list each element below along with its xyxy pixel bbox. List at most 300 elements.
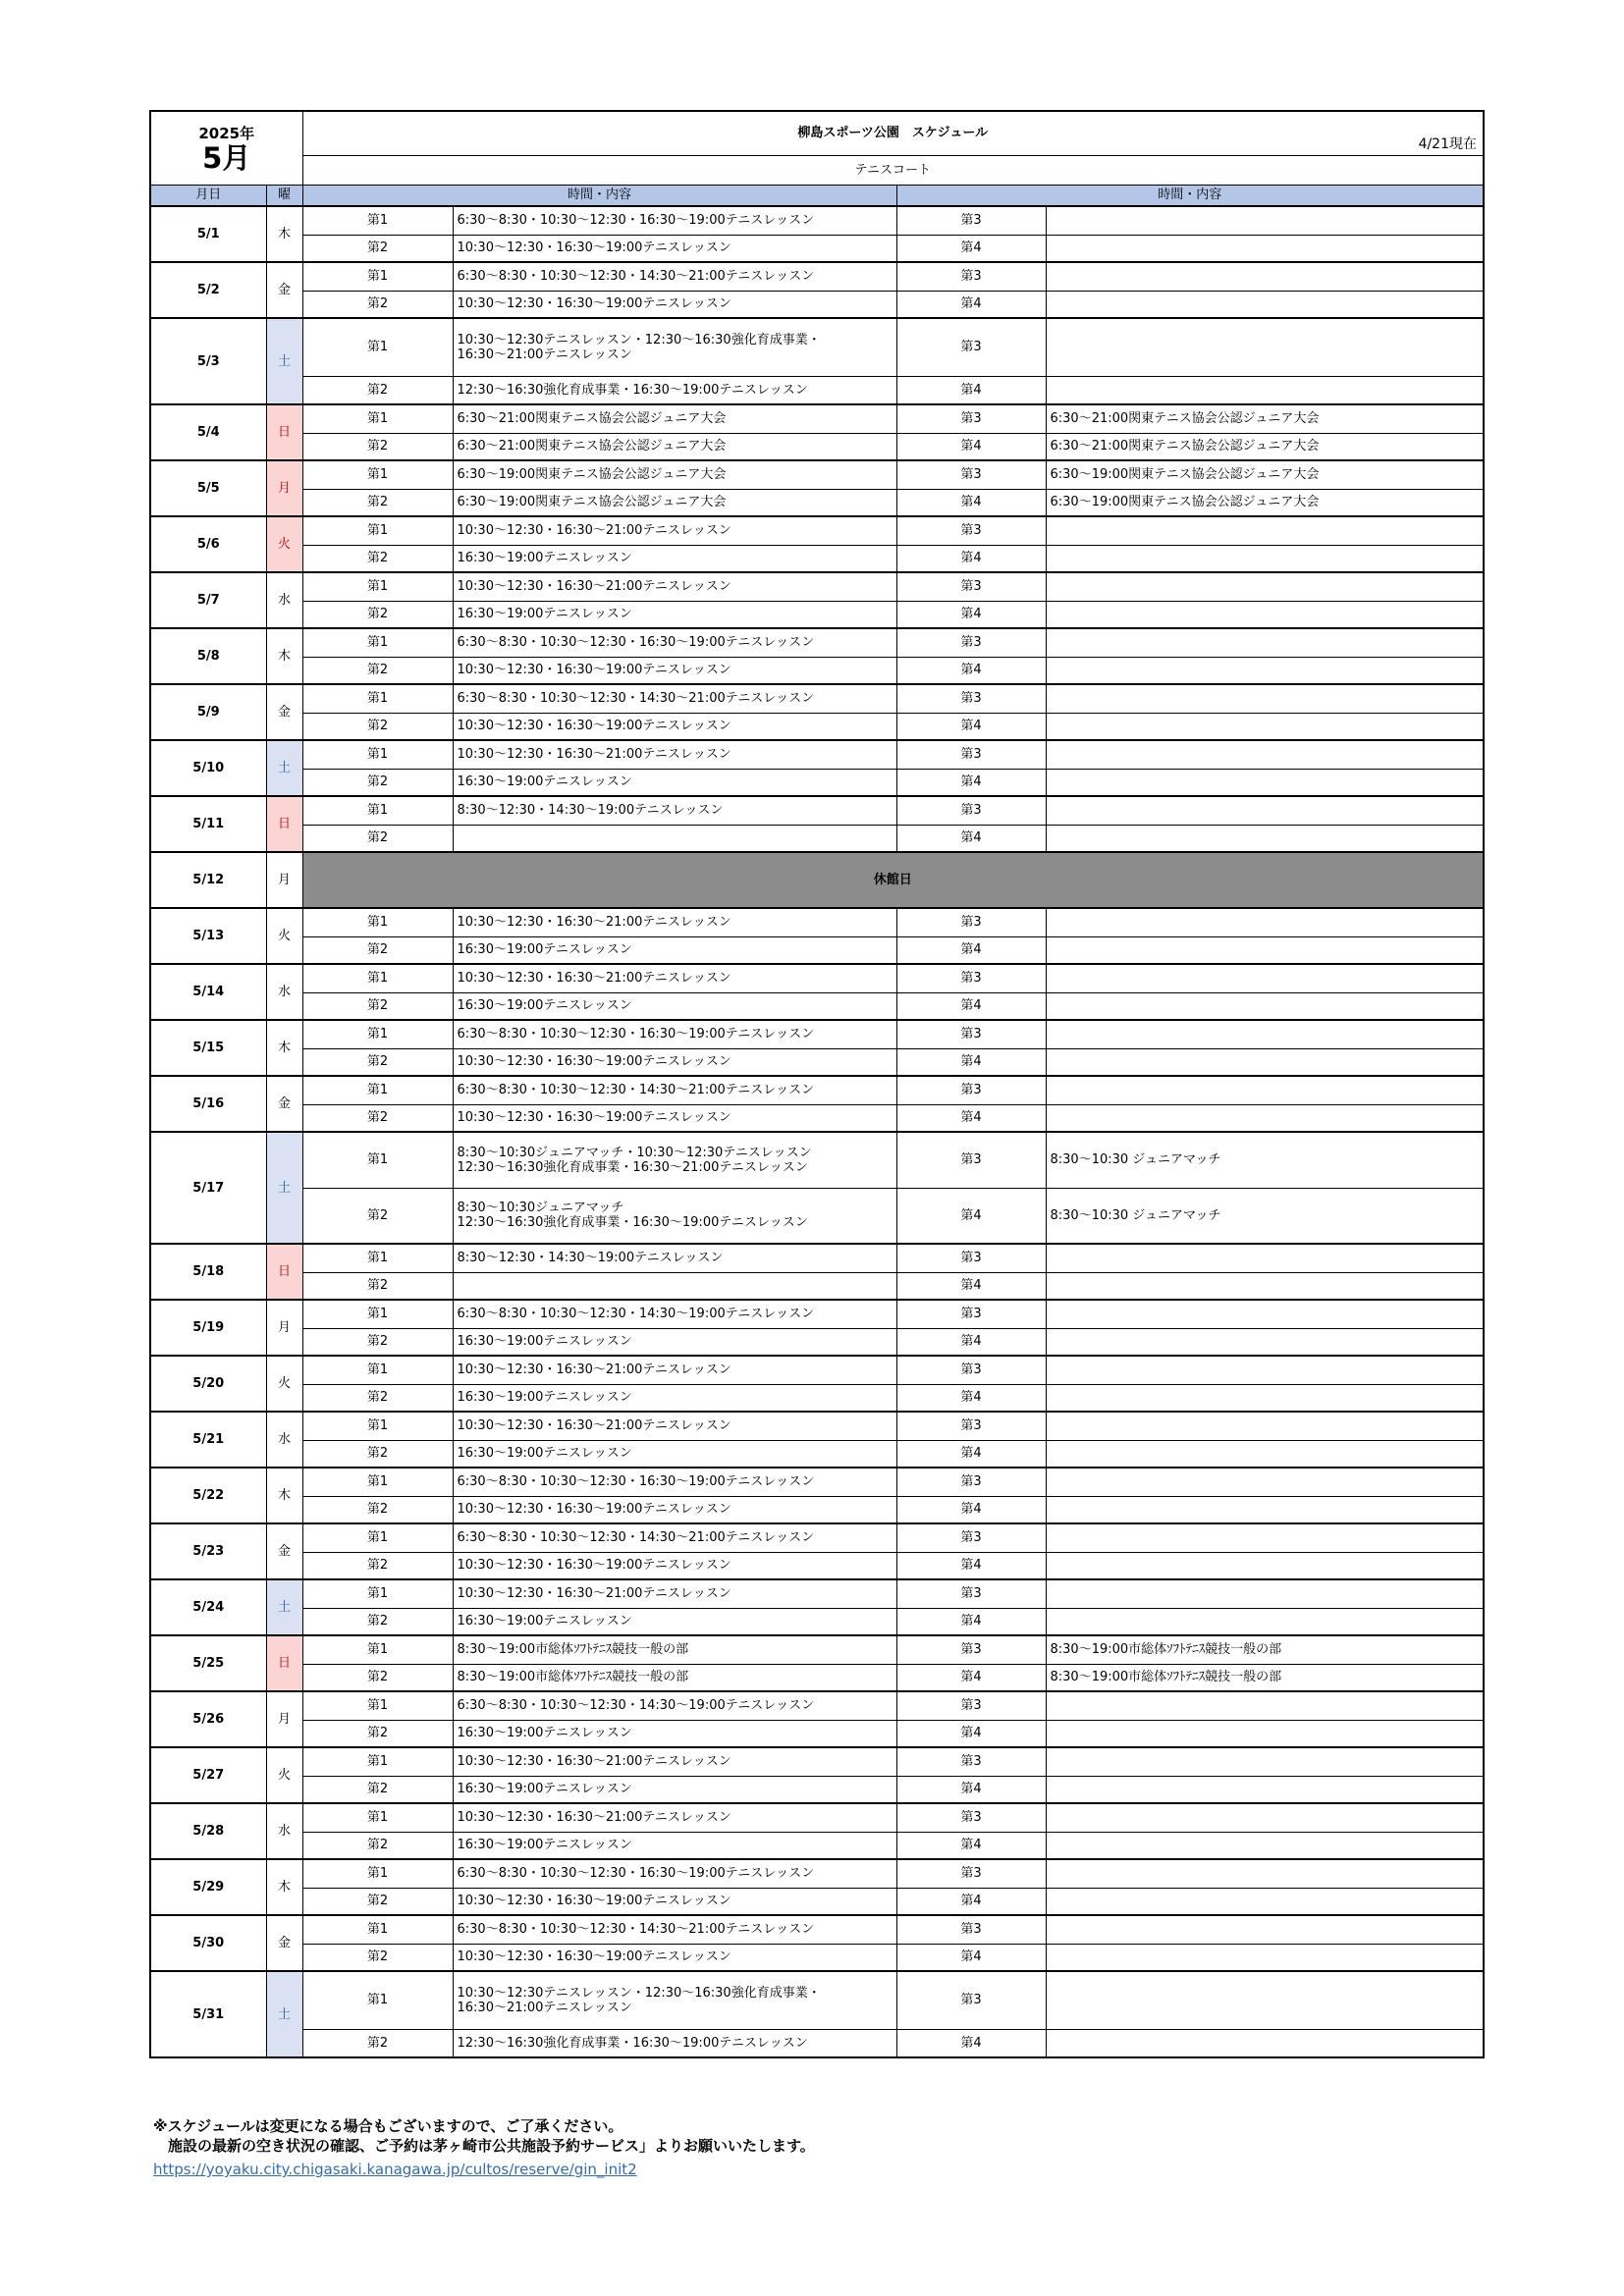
court-4-schedule bbox=[1046, 1608, 1484, 1635]
day-row bbox=[150, 852, 1484, 908]
day-row-second bbox=[150, 1720, 1484, 1747]
court-1-schedule: 10:30～12:30・16:30～21:00テニスレッスン bbox=[453, 1747, 896, 1776]
court-label: 第4 bbox=[896, 433, 1046, 460]
day-row bbox=[150, 684, 1484, 713]
court-2-schedule: 12:30～16:30強化育成事業・16:30～19:00テニスレッスン bbox=[453, 2029, 896, 2057]
court-label: 第1 bbox=[302, 796, 453, 825]
court-label: 第3 bbox=[896, 206, 1046, 235]
day-row-second bbox=[150, 2029, 1484, 2057]
day-date: 5/30 bbox=[150, 1915, 266, 1971]
court-4-schedule bbox=[1046, 2029, 1484, 2057]
day-of-week: 土 bbox=[266, 1971, 302, 2057]
court-3-schedule bbox=[1046, 684, 1484, 713]
court-3-schedule bbox=[1046, 1971, 1484, 2029]
court-4-schedule bbox=[1046, 1384, 1484, 1412]
court-label: 第4 bbox=[896, 1720, 1046, 1747]
day-row-second bbox=[150, 1384, 1484, 1412]
court-1-schedule: 10:30～12:30・16:30～21:00テニスレッスン bbox=[453, 1356, 896, 1384]
day-of-week: 土 bbox=[266, 1579, 302, 1635]
court-label: 第3 bbox=[896, 1523, 1046, 1552]
schedule-table bbox=[149, 110, 1485, 2058]
court-label: 第1 bbox=[302, 1915, 453, 1944]
court-1-schedule: 10:30～12:30・16:30～21:00テニスレッスン bbox=[453, 1803, 896, 1832]
court-3-schedule bbox=[1046, 1803, 1484, 1832]
court-2-schedule: 16:30～19:00テニスレッスン bbox=[453, 1328, 896, 1356]
day-row-second bbox=[150, 1048, 1484, 1076]
day-row-second bbox=[150, 1552, 1484, 1579]
court-3-schedule bbox=[1046, 1300, 1484, 1328]
court-4-schedule bbox=[1046, 545, 1484, 572]
court-label: 第4 bbox=[896, 713, 1046, 740]
day-date: 5/16 bbox=[150, 1076, 266, 1132]
court-label: 第1 bbox=[302, 1635, 453, 1664]
day-row-second bbox=[150, 825, 1484, 852]
day-of-week: 木 bbox=[266, 1859, 302, 1915]
court-label: 第1 bbox=[302, 1859, 453, 1888]
col-header-date: 月日 bbox=[150, 185, 266, 206]
day-of-week: 日 bbox=[266, 1244, 302, 1300]
court-2-schedule: 12:30～16:30強化育成事業・16:30～19:00テニスレッスン bbox=[453, 376, 896, 404]
day-date: 5/9 bbox=[150, 684, 266, 740]
closed-day-label: 休館日 bbox=[302, 852, 1484, 908]
court-label: 第1 bbox=[302, 1356, 453, 1384]
court-4-schedule bbox=[1046, 713, 1484, 740]
court-1-schedule: 10:30～12:30テニスレッスン・12:30～16:30強化育成事業・ 16:30～21:00テニスレッスン bbox=[453, 318, 896, 376]
col-header-content-left: 時間・内容 bbox=[302, 185, 896, 206]
col-header-dow: 曜 bbox=[266, 185, 302, 206]
day-row-second bbox=[150, 1104, 1484, 1132]
court-2-schedule: 10:30～12:30・16:30～19:00テニスレッスン bbox=[453, 291, 896, 318]
facility-name: テニスコート bbox=[302, 155, 1484, 185]
court-label: 第4 bbox=[896, 1552, 1046, 1579]
day-date: 5/22 bbox=[150, 1468, 266, 1523]
court-3-schedule bbox=[1046, 1020, 1484, 1048]
court-1-schedule: 6:30～8:30・10:30～12:30・14:30～21:00テニスレッスン bbox=[453, 1523, 896, 1552]
court-1-schedule: 6:30～8:30・10:30～12:30・16:30～19:00テニスレッスン bbox=[453, 206, 896, 235]
year-label: 2025年 bbox=[198, 124, 255, 142]
as-of-date: 4/21現在 bbox=[1418, 135, 1478, 152]
day-of-week: 土 bbox=[266, 1132, 302, 1244]
day-of-week: 火 bbox=[266, 516, 302, 572]
day-of-week: 日 bbox=[266, 404, 302, 460]
court-1-schedule: 8:30～19:00市総体ｿﾌﾄﾃﾆｽ競技一般の部 bbox=[453, 1635, 896, 1664]
court-4-schedule bbox=[1046, 1272, 1484, 1300]
day-of-week: 月 bbox=[266, 460, 302, 516]
court-1-schedule: 6:30～8:30・10:30～12:30・16:30～19:00テニスレッスン bbox=[453, 1020, 896, 1048]
court-3-schedule bbox=[1046, 206, 1484, 235]
court-label: 第3 bbox=[896, 740, 1046, 769]
court-label: 第2 bbox=[302, 936, 453, 964]
day-date: 5/17 bbox=[150, 1132, 266, 1244]
day-of-week: 木 bbox=[266, 1020, 302, 1076]
court-label: 第2 bbox=[302, 1328, 453, 1356]
day-row-second bbox=[150, 376, 1484, 404]
court-label: 第3 bbox=[896, 1076, 1046, 1104]
court-2-schedule bbox=[453, 825, 896, 852]
court-label: 第2 bbox=[302, 769, 453, 796]
court-3-schedule bbox=[1046, 1412, 1484, 1440]
court-3-schedule bbox=[1046, 628, 1484, 657]
court-label: 第4 bbox=[896, 1776, 1046, 1803]
day-row bbox=[150, 1971, 1484, 2029]
court-label: 第2 bbox=[302, 713, 453, 740]
court-label: 第1 bbox=[302, 1803, 453, 1832]
court-label: 第3 bbox=[896, 1635, 1046, 1664]
court-label: 第1 bbox=[302, 740, 453, 769]
court-label: 第3 bbox=[896, 318, 1046, 376]
note-line-2: 施設の最新の空き状況の確認、ご予約は茅ヶ崎市公共施設予約サービス」よりお願いいたします。 bbox=[153, 2137, 815, 2155]
court-4-schedule bbox=[1046, 1328, 1484, 1356]
court-label: 第3 bbox=[896, 684, 1046, 713]
court-label: 第2 bbox=[302, 1608, 453, 1635]
day-row bbox=[150, 1300, 1484, 1328]
day-row bbox=[150, 262, 1484, 291]
court-2-schedule: 10:30～12:30・16:30～19:00テニスレッスン bbox=[453, 1552, 896, 1579]
month-label: 5月 bbox=[202, 140, 251, 175]
court-label: 第4 bbox=[896, 992, 1046, 1020]
court-1-schedule: 10:30～12:30・16:30～21:00テニスレッスン bbox=[453, 572, 896, 601]
day-row bbox=[150, 1803, 1484, 1832]
day-date: 5/3 bbox=[150, 318, 266, 404]
day-date: 5/26 bbox=[150, 1691, 266, 1747]
court-label: 第2 bbox=[302, 2029, 453, 2057]
court-label: 第1 bbox=[302, 1076, 453, 1104]
court-2-schedule bbox=[453, 1272, 896, 1300]
day-row bbox=[150, 1020, 1484, 1048]
day-date: 5/13 bbox=[150, 908, 266, 964]
court-label: 第4 bbox=[896, 291, 1046, 318]
court-4-schedule: 6:30～19:00関東テニス協会公認ジュニア大会 bbox=[1046, 489, 1484, 516]
day-row bbox=[150, 1132, 1484, 1188]
court-4-schedule bbox=[1046, 376, 1484, 404]
court-label: 第4 bbox=[896, 936, 1046, 964]
day-of-week: 日 bbox=[266, 796, 302, 852]
court-1-schedule: 6:30～8:30・10:30～12:30・16:30～19:00テニスレッスン bbox=[453, 628, 896, 657]
court-2-schedule: 16:30～19:00テニスレッスン bbox=[453, 545, 896, 572]
court-1-schedule: 6:30～8:30・10:30～12:30・16:30～19:00テニスレッスン bbox=[453, 1468, 896, 1496]
court-2-schedule: 10:30～12:30・16:30～19:00テニスレッスン bbox=[453, 1048, 896, 1076]
day-row-second bbox=[150, 1664, 1484, 1691]
court-3-schedule bbox=[1046, 262, 1484, 291]
court-4-schedule bbox=[1046, 1104, 1484, 1132]
day-row-second bbox=[150, 1328, 1484, 1356]
court-label: 第2 bbox=[302, 235, 453, 262]
court-label: 第4 bbox=[896, 1944, 1046, 1971]
day-row bbox=[150, 1747, 1484, 1776]
day-row bbox=[150, 628, 1484, 657]
court-2-schedule: 16:30～19:00テニスレッスン bbox=[453, 601, 896, 628]
reservation-link[interactable]: https://yoyaku.city.chigasaki.kanagawa.jp/cultos/reserve/gin_init2 bbox=[153, 2161, 637, 2178]
court-label: 第4 bbox=[896, 1832, 1046, 1859]
court-label: 第3 bbox=[896, 262, 1046, 291]
court-2-schedule: 10:30～12:30・16:30～19:00テニスレッスン bbox=[453, 1888, 896, 1915]
court-label: 第2 bbox=[302, 1440, 453, 1468]
court-label: 第1 bbox=[302, 1468, 453, 1496]
court-label: 第3 bbox=[896, 1468, 1046, 1496]
day-of-week: 月 bbox=[266, 1300, 302, 1356]
court-label: 第1 bbox=[302, 1579, 453, 1608]
day-row bbox=[150, 796, 1484, 825]
day-row-second bbox=[150, 769, 1484, 796]
court-3-schedule bbox=[1046, 318, 1484, 376]
court-label: 第2 bbox=[302, 1888, 453, 1915]
court-label: 第1 bbox=[302, 1020, 453, 1048]
court-label: 第4 bbox=[896, 376, 1046, 404]
court-3-schedule bbox=[1046, 1076, 1484, 1104]
court-3-schedule bbox=[1046, 1356, 1484, 1384]
day-row-second bbox=[150, 1272, 1484, 1300]
court-2-schedule: 10:30～12:30・16:30～19:00テニスレッスン bbox=[453, 1944, 896, 1971]
court-label: 第1 bbox=[302, 1523, 453, 1552]
day-row-second bbox=[150, 545, 1484, 572]
court-label: 第3 bbox=[896, 796, 1046, 825]
court-label: 第3 bbox=[896, 628, 1046, 657]
day-row bbox=[150, 1579, 1484, 1608]
court-2-schedule: 6:30～19:00関東テニス協会公認ジュニア大会 bbox=[453, 489, 896, 516]
day-date: 5/23 bbox=[150, 1523, 266, 1579]
court-3-schedule bbox=[1046, 740, 1484, 769]
day-of-week: 水 bbox=[266, 1412, 302, 1468]
day-row bbox=[150, 1412, 1484, 1440]
day-of-week: 土 bbox=[266, 318, 302, 404]
court-3-schedule bbox=[1046, 964, 1484, 992]
day-row-second bbox=[150, 601, 1484, 628]
court-4-schedule: 8:30～10:30 ジュニアマッチ bbox=[1046, 1188, 1484, 1244]
court-label: 第2 bbox=[302, 291, 453, 318]
day-of-week: 月 bbox=[266, 852, 302, 908]
court-4-schedule bbox=[1046, 1720, 1484, 1747]
day-of-week: 月 bbox=[266, 1691, 302, 1747]
court-label: 第4 bbox=[896, 489, 1046, 516]
court-label: 第3 bbox=[896, 1020, 1046, 1048]
court-label: 第3 bbox=[896, 1691, 1046, 1720]
court-label: 第2 bbox=[302, 1496, 453, 1523]
court-label: 第3 bbox=[896, 1244, 1046, 1272]
col-header-content-right: 時間・内容 bbox=[896, 185, 1484, 206]
day-date: 5/29 bbox=[150, 1859, 266, 1915]
court-label: 第1 bbox=[302, 1244, 453, 1272]
day-row bbox=[150, 964, 1484, 992]
court-label: 第1 bbox=[302, 516, 453, 545]
court-1-schedule: 10:30～12:30・16:30～21:00テニスレッスン bbox=[453, 516, 896, 545]
court-label: 第2 bbox=[302, 545, 453, 572]
day-row-second bbox=[150, 1608, 1484, 1635]
day-of-week: 火 bbox=[266, 1356, 302, 1412]
year-month-cell bbox=[150, 111, 302, 185]
court-label: 第1 bbox=[302, 908, 453, 936]
court-2-schedule: 6:30～21:00関東テニス協会公認ジュニア大会 bbox=[453, 433, 896, 460]
court-4-schedule bbox=[1046, 992, 1484, 1020]
court-label: 第3 bbox=[896, 404, 1046, 433]
court-1-schedule: 8:30～12:30・14:30～19:00テニスレッスン bbox=[453, 796, 896, 825]
court-2-schedule: 16:30～19:00テニスレッスン bbox=[453, 936, 896, 964]
court-label: 第1 bbox=[302, 318, 453, 376]
page-title-cell bbox=[302, 111, 1484, 155]
day-of-week: 金 bbox=[266, 684, 302, 740]
day-row bbox=[150, 572, 1484, 601]
court-1-schedule: 6:30～8:30・10:30～12:30・14:30～21:00テニスレッスン bbox=[453, 684, 896, 713]
day-row bbox=[150, 318, 1484, 376]
schedule-sheet bbox=[149, 110, 1483, 2058]
court-1-schedule: 6:30～21:00関東テニス協会公認ジュニア大会 bbox=[453, 404, 896, 433]
court-label: 第3 bbox=[896, 1300, 1046, 1328]
court-label: 第1 bbox=[302, 1300, 453, 1328]
day-row bbox=[150, 1859, 1484, 1888]
court-4-schedule bbox=[1046, 1496, 1484, 1523]
court-1-schedule: 10:30～12:30テニスレッスン・12:30～16:30強化育成事業・ 16:30～21:00テニスレッスン bbox=[453, 1971, 896, 2029]
day-row bbox=[150, 1244, 1484, 1272]
court-label: 第2 bbox=[302, 1188, 453, 1244]
court-3-schedule bbox=[1046, 1244, 1484, 1272]
day-date: 5/7 bbox=[150, 572, 266, 628]
court-4-schedule bbox=[1046, 1552, 1484, 1579]
day-row-second bbox=[150, 291, 1484, 318]
note-line-1: ※スケジュールは変更になる場合もございますので、ご了承ください。 bbox=[153, 2117, 623, 2135]
day-of-week: 木 bbox=[266, 206, 302, 262]
court-label: 第1 bbox=[302, 404, 453, 433]
court-3-schedule bbox=[1046, 572, 1484, 601]
day-date: 5/2 bbox=[150, 262, 266, 318]
court-label: 第2 bbox=[302, 1776, 453, 1803]
court-2-schedule: 10:30～12:30・16:30～19:00テニスレッスン bbox=[453, 1104, 896, 1132]
court-label: 第4 bbox=[896, 1440, 1046, 1468]
day-of-week: 木 bbox=[266, 628, 302, 684]
court-label: 第1 bbox=[302, 1132, 453, 1188]
day-date: 5/27 bbox=[150, 1747, 266, 1803]
court-label: 第3 bbox=[896, 1859, 1046, 1888]
day-row-second bbox=[150, 1440, 1484, 1468]
day-date: 5/15 bbox=[150, 1020, 266, 1076]
court-label: 第2 bbox=[302, 825, 453, 852]
court-label: 第4 bbox=[896, 769, 1046, 796]
day-date: 5/25 bbox=[150, 1635, 266, 1691]
court-1-schedule: 10:30～12:30・16:30～21:00テニスレッスン bbox=[453, 1412, 896, 1440]
court-label: 第4 bbox=[896, 2029, 1046, 2057]
day-date: 5/14 bbox=[150, 964, 266, 1020]
court-1-schedule: 8:30～10:30ジュニアマッチ・10:30～12:30テニスレッスン 12:30～16:30強化育成事業・16:30～21:00テニスレッスン bbox=[453, 1132, 896, 1188]
day-date: 5/12 bbox=[150, 852, 266, 908]
court-label: 第1 bbox=[302, 572, 453, 601]
day-row bbox=[150, 206, 1484, 235]
court-1-schedule: 6:30～8:30・10:30～12:30・14:30～21:00テニスレッスン bbox=[453, 1076, 896, 1104]
court-label: 第2 bbox=[302, 992, 453, 1020]
court-label: 第2 bbox=[302, 1272, 453, 1300]
court-4-schedule bbox=[1046, 1888, 1484, 1915]
court-label: 第2 bbox=[302, 1720, 453, 1747]
court-1-schedule: 10:30～12:30・16:30～21:00テニスレッスン bbox=[453, 740, 896, 769]
court-label: 第2 bbox=[302, 1384, 453, 1412]
day-row-second bbox=[150, 1888, 1484, 1915]
day-date: 5/21 bbox=[150, 1412, 266, 1468]
court-3-schedule: 6:30～21:00関東テニス協会公認ジュニア大会 bbox=[1046, 404, 1484, 433]
day-date: 5/31 bbox=[150, 1971, 266, 2057]
court-1-schedule: 6:30～8:30・10:30～12:30・14:30～21:00テニスレッスン bbox=[453, 1915, 896, 1944]
court-label: 第3 bbox=[896, 460, 1046, 489]
court-4-schedule bbox=[1046, 657, 1484, 684]
day-row-second bbox=[150, 657, 1484, 684]
day-row-second bbox=[150, 489, 1484, 516]
day-date: 5/8 bbox=[150, 628, 266, 684]
day-row bbox=[150, 1691, 1484, 1720]
day-date: 5/19 bbox=[150, 1300, 266, 1356]
court-label: 第1 bbox=[302, 1971, 453, 2029]
day-of-week: 金 bbox=[266, 1523, 302, 1579]
day-date: 5/6 bbox=[150, 516, 266, 572]
court-4-schedule bbox=[1046, 1048, 1484, 1076]
day-of-week: 水 bbox=[266, 572, 302, 628]
court-label: 第2 bbox=[302, 376, 453, 404]
day-date: 5/4 bbox=[150, 404, 266, 460]
court-label: 第4 bbox=[896, 657, 1046, 684]
court-2-schedule: 16:30～19:00テニスレッスン bbox=[453, 769, 896, 796]
court-label: 第3 bbox=[896, 964, 1046, 992]
court-3-schedule bbox=[1046, 796, 1484, 825]
court-label: 第4 bbox=[896, 1384, 1046, 1412]
court-label: 第3 bbox=[896, 1803, 1046, 1832]
court-label: 第1 bbox=[302, 1412, 453, 1440]
court-label: 第1 bbox=[302, 206, 453, 235]
day-row-second bbox=[150, 1776, 1484, 1803]
day-date: 5/1 bbox=[150, 206, 266, 262]
day-row-second bbox=[150, 992, 1484, 1020]
court-1-schedule: 6:30～8:30・10:30～12:30・14:30～19:00テニスレッスン bbox=[453, 1691, 896, 1720]
court-4-schedule bbox=[1046, 936, 1484, 964]
day-date: 5/24 bbox=[150, 1579, 266, 1635]
court-1-schedule: 6:30～8:30・10:30～12:30・16:30～19:00テニスレッスン bbox=[453, 1859, 896, 1888]
court-1-schedule: 10:30～12:30・16:30～21:00テニスレッスン bbox=[453, 1579, 896, 1608]
day-of-week: 日 bbox=[266, 1635, 302, 1691]
court-label: 第1 bbox=[302, 262, 453, 291]
day-of-week: 木 bbox=[266, 1468, 302, 1523]
court-2-schedule: 16:30～19:00テニスレッスン bbox=[453, 1776, 896, 1803]
court-2-schedule: 10:30～12:30・16:30～19:00テニスレッスン bbox=[453, 1496, 896, 1523]
court-label: 第3 bbox=[896, 908, 1046, 936]
court-label: 第3 bbox=[896, 1971, 1046, 2029]
court-3-schedule bbox=[1046, 1579, 1484, 1608]
court-label: 第2 bbox=[302, 1664, 453, 1691]
court-2-schedule: 16:30～19:00テニスレッスン bbox=[453, 1440, 896, 1468]
court-2-schedule: 10:30～12:30・16:30～19:00テニスレッスン bbox=[453, 657, 896, 684]
day-of-week: 火 bbox=[266, 1747, 302, 1803]
day-of-week: 金 bbox=[266, 1076, 302, 1132]
court-4-schedule bbox=[1046, 1440, 1484, 1468]
day-date: 5/10 bbox=[150, 740, 266, 796]
day-row-second bbox=[150, 1832, 1484, 1859]
court-label: 第4 bbox=[896, 1608, 1046, 1635]
court-3-schedule bbox=[1046, 908, 1484, 936]
court-3-schedule bbox=[1046, 1468, 1484, 1496]
court-1-schedule: 6:30～8:30・10:30～12:30・14:30～21:00テニスレッスン bbox=[453, 262, 896, 291]
court-label: 第3 bbox=[896, 516, 1046, 545]
day-row-second bbox=[150, 433, 1484, 460]
page-title: 柳島スポーツ公園 スケジュール bbox=[797, 126, 989, 141]
day-date: 5/20 bbox=[150, 1356, 266, 1412]
court-1-schedule: 10:30～12:30・16:30～21:00テニスレッスン bbox=[453, 964, 896, 992]
court-label: 第2 bbox=[302, 1832, 453, 1859]
court-label: 第1 bbox=[302, 460, 453, 489]
day-row bbox=[150, 1076, 1484, 1104]
footer-notes bbox=[153, 2116, 815, 2179]
court-label: 第4 bbox=[896, 1272, 1046, 1300]
court-4-schedule: 6:30～21:00関東テニス協会公認ジュニア大会 bbox=[1046, 433, 1484, 460]
court-1-schedule: 8:30～12:30・14:30～19:00テニスレッスン bbox=[453, 1244, 896, 1272]
court-label: 第4 bbox=[896, 1496, 1046, 1523]
day-row-second bbox=[150, 235, 1484, 262]
day-row bbox=[150, 1523, 1484, 1552]
court-label: 第3 bbox=[896, 1915, 1046, 1944]
court-label: 第1 bbox=[302, 684, 453, 713]
court-4-schedule bbox=[1046, 235, 1484, 262]
